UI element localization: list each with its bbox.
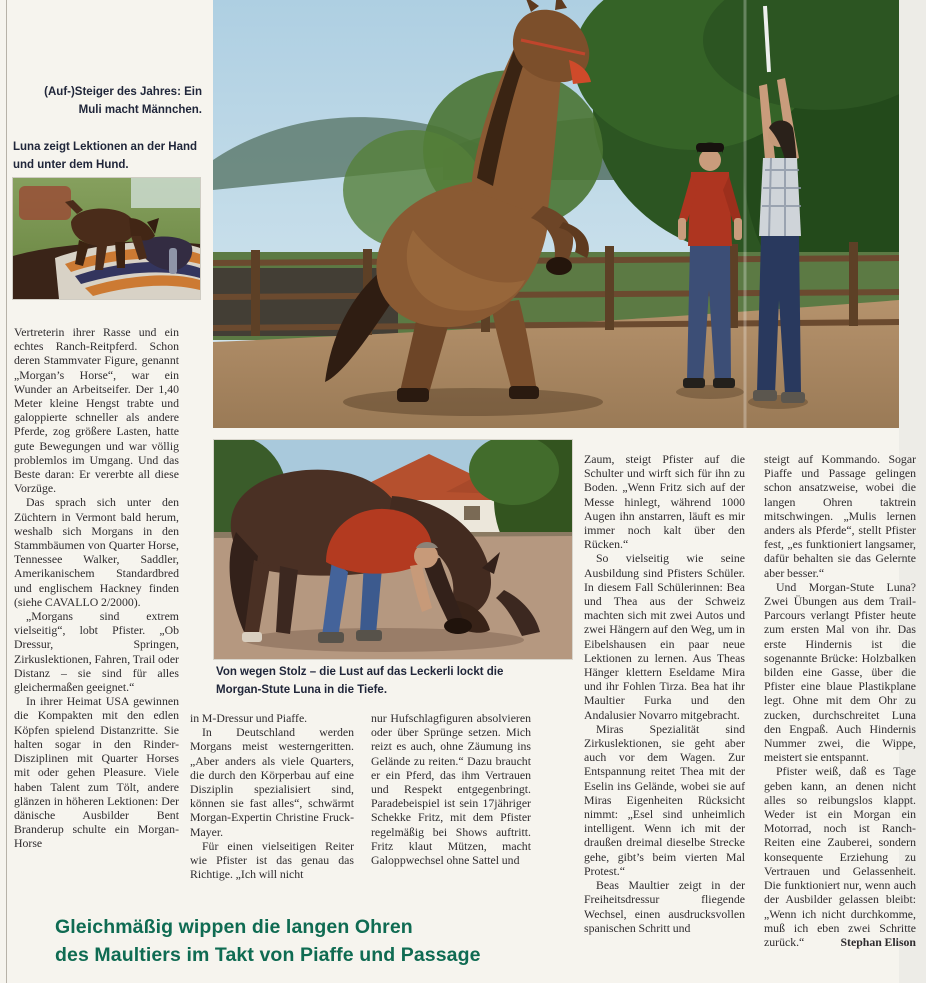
red-building-blur: [19, 186, 71, 220]
article-column-1: [14, 325, 179, 851]
red-shirt: [688, 172, 732, 246]
paragraph: In ihrer Heimat USA gewinnen die Kompakten mit den edlen Köpfen spielend Distanzritte. Sie halten sogar in den Rinder-Disziplinen mit Quarter Horses mit oder gehen Pleasure. Viele haben Talent zum Tölt, andere glänzen in höheren Lektionen: Der dänische Ausbilder Bent Branderup schulte ein Morgan-Horse: [14, 694, 179, 851]
paragraph: Vertreterin ihrer Rasse und ein echtes Ranch-Reitpferd. Schon deren Stammvater Figure, genannt „Morgan’s Horse“, war ein Wunder an Arbeitseifer. Der 1,40 Meter kleine Hengst trabte und galoppierte schneller als andere Pferde, zog größere Lasten, hatte gute Bewegungen und war völlig problemlos im Umgang. Und das Beste daran: Er vererbte all diese Vorzüge.: [14, 325, 179, 496]
pull-quote-headline: [55, 913, 615, 969]
article-column-3: [371, 711, 531, 867]
paragraph: Das sprach sich unter den Züchtern in Vermont bald herum, weshalb sich Morgans in den Stammbäumen von Quarter Horse, Tennessee Walker, Saddler, Amerikanischem Standardbred und englischem Hackney finden (siehe CAVALLO 2/2000).: [14, 495, 179, 609]
paragraph: Zaum, steigt Pfister auf die Schulter und wirft sich für ihn zu Boden. „Wenn Fritz sich auf der Messe hinlegt, während 1000 Augen ihn anstarren, läuft es mir immer noch kalt über den Rücken.“: [584, 452, 745, 552]
paragraph-text: Pfister weiß, daß es Tage geben kann, an denen nicht alles so reibungslos klappt. Weder ist ein Morgan ein Motorrad, noch ist Ranch-Reiten eine Zauberei, sondern konsequente Erziehung zu Vertrauen und Gelassenheit. Die funktioniert nur, wenn auch der Ausbilder gelassen bleibt: „Wenn ich nicht durchkomme, muß ich eben zwei Schritte zurück.“: [764, 764, 916, 949]
paragraph: in M-Dressur und Piaffe.: [190, 711, 308, 725]
dog-on-saddle-illustration: [13, 178, 200, 299]
caption-middle-photo: Von wegen Stolz – die Lust auf das Leckerli lockt die Morgan-Stute Luna in die Tiefe.: [216, 666, 504, 696]
article-column-4: [584, 452, 745, 935]
stirrup-strap: [169, 248, 177, 274]
photo-dog-on-saddle: [12, 177, 201, 300]
paragraph: nur Hufschlagfiguren absolvieren oder über Sprünge setzen. Mich reizt es auch, ohne Zäumung ins Gelände zu reiten.“ Dazu braucht er ein Pferd, das ihm Vertrauen und Respekt entgegenbringt. Paradebeispiel ist sein 17jähriger Schekke Fritz, mit dem Pfister regelmäßig bei Shows auftritt. Fritz klaut Mützen, macht Galoppwechsel ohne Sattel und: [371, 711, 531, 868]
caption-dog-photo: Luna zeigt Lektionen an der Hand und unter dem Hund.: [13, 141, 198, 171]
paragraph: So vielseitig wie seine Ausbildung sind Pfisters Schüler. In diesem Fall Schülerinnen: Bea und Thea aus der Schweiz machten sich mit zwei Autos und zwei Hängern auf den Weg, um in Eibelshausen ein paar neue Lektionen zu lernen. Aus Theas Hänger klettern Eseldame Mira und ihr Fohlen Tirza. Bea hat ihr Maultier Furka und den Andalusier Novarro mitgebracht.: [584, 551, 745, 722]
author-byline: Stephan Elison: [840, 934, 916, 949]
article-column-2: [190, 711, 354, 881]
paragraph: Beas Maultier zeigt in der Freiheitsdressur fliegende Wechsel, einen ausdrucksvollen spanischen Schritt und: [584, 878, 745, 935]
horse-shadow: [343, 388, 603, 416]
horse-hoof: [397, 388, 429, 402]
paragraph: steigt auf Kommando. Sogar Piaffe und Passage gelingen schon ansatzweise, wobei die langen Ohren taktrein mitschwingen. „Mulis lernen anders als Pferde“, stellt Pfister fest, „es funktioniert langsamer, dafür behalten sie das Gelernte aber besser.“: [764, 452, 916, 580]
photo-bowing-horse: [213, 439, 573, 660]
caption-top-photo: (Auf-)Steiger des Jahres: Ein Muli macht Männchen.: [44, 86, 202, 116]
paragraph: Miras Spezialität sind Zirkuslektionen, sie geht aber auch vor dem Wagen. Zur Entspannung reitet Thea mit der Eselin ins Gelände, wobei sie auf Miras Eigenheiten Rücksicht nimmt: „Esel sind unheimlich intelligent. Wenn ich mit der draußen dreimal dieselbe Strecke gehe, gibt’s beim vierten Mal Protest.“: [584, 721, 745, 878]
headline-line-1: Gleichmäßig wippen die langen Ohren: [55, 916, 413, 938]
paragraph: [764, 764, 916, 949]
paragraph: Und Morgan-Stute Luna? Zwei Übungen aus dem Trail-Parcours verlangt Pfister heute zum ersten Mal von ihr. Das erste Hindernis ist die sogenannte Brücke: Holzbalken bilden eine Gasse, über die Pfister eine blaue Plastikplane legt. Ohne mit dem Ohr zu zucken, durchschreitet Luna den Engpaß. Auch Hindernis Nummer zwei, die Wippe, meistert sie entspannt.: [764, 579, 916, 765]
article-column-5: [764, 452, 916, 949]
page-edge-rule: [6, 0, 7, 983]
headline-line-2: des Maultiers im Takt von Piaffe und Passage: [55, 944, 481, 966]
paragraph: „Morgans sind extrem vielseitig“, lobt Pfister. „Ob Dressur, Springen, Zirkuslektionen, Fahren, Trail oder Distanz – sie sind für alles gleichermaßen geeignet.“: [14, 609, 179, 695]
paragraph: Für einen vielseitigen Reiter wie Pfister ist das genau das Richtige. „Ich will nicht: [190, 838, 354, 882]
photo-rearing-mule: [213, 0, 899, 428]
rearing-mule-illustration: [213, 0, 899, 428]
black-hat: [696, 143, 724, 152]
bowing-horse-illustration: [214, 440, 572, 659]
paragraph: In Deutschland werden Morgans meist westerngeritten. „Aber anders als viele Quarters, die durch den Körperbau auf eine Disziplin spezialisiert sind, können sie fast alles“, schwärmt Morgan-Expertin Christine Fruck-Mayer.: [190, 725, 354, 839]
